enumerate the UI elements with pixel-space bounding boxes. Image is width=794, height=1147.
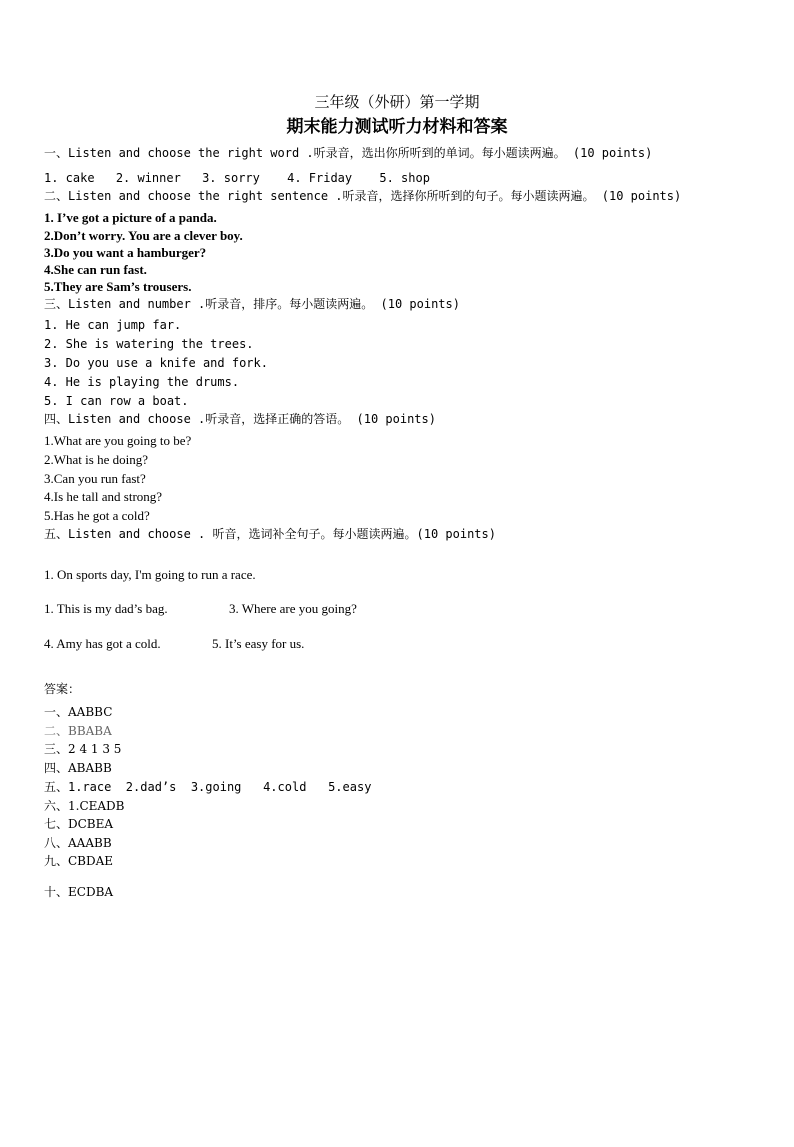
part3-sentence: 2. She is watering the trees. (44, 337, 254, 351)
document-title-grade: 三年级（外研）第一学期 (314, 93, 480, 111)
part4-question: 5.Has he got a cold? (44, 508, 150, 523)
part1-word: 2. winner (115, 171, 181, 185)
part5-sentence-row (44, 602, 357, 615)
document-title-main: 期末能力测试听力材料和答案 (286, 117, 508, 137)
part3-sentence: 5. I can row a boat. (44, 394, 189, 408)
part2-heading: 二、Listen and choose the right sentence .听录音，选择你所听到的句子。每小题读两遍。 (10 points) (44, 189, 682, 203)
answer-row: 一、AABBC (44, 705, 113, 719)
part2-sentence: 3.Do you want a hamburger? (44, 245, 207, 260)
part4-question: 4.Is he tall and strong? (44, 489, 163, 504)
answer-row: 三、2 4 1 3 5 (44, 742, 122, 756)
part5-sentence: 3. Where are you going? (229, 601, 357, 616)
part4-question: 1.What are you going to be? (44, 433, 192, 448)
part3-heading: 三、Listen and number .听录音，排序。每小题读两遍。 (10 points) (44, 297, 460, 311)
answers-label: 答案： (44, 682, 81, 696)
part5-sentence: 1. This is my dad’s bag. (44, 601, 168, 616)
answer-row: 十、ECDBA (44, 885, 114, 899)
part5-sentence-row (44, 637, 304, 650)
part4-question: 2.What is he doing? (44, 452, 148, 467)
part2-sentence: 5.They are Sam’s trousers. (44, 279, 192, 294)
part1-word-list (44, 172, 430, 184)
part5-heading: 五、Listen and choose . 听音，选词补全句子。每小题读两遍。(10 points) (44, 527, 496, 541)
answer-row: 七、DCBEA (44, 817, 114, 831)
part2-sentence: 4.She can run fast. (44, 262, 147, 277)
part1-word: 3. sorry (202, 171, 260, 185)
part2-sentence: 1. I’ve got a picture of a panda. (44, 210, 217, 225)
part4-question: 3.Can you run fast? (44, 471, 146, 486)
part1-word: 5. shop (379, 171, 430, 185)
answer-row: 九、CBDAE (44, 854, 114, 868)
part3-sentence: 4. He is playing the drums. (44, 375, 240, 389)
answer-row: 五、1.race 2.dad’s 3.going 4.cold 5.easy (44, 780, 372, 794)
answer-row: 二、BBABA (44, 724, 112, 738)
part5-sentence: 5. It’s easy for us. (212, 636, 305, 651)
answer-row: 六、1.CEADB (44, 799, 125, 813)
part5-sentence: 4. Amy has got a cold. (44, 636, 161, 651)
part4-heading: 四、Listen and choose .听录音，选择正确的答语。 (10 points) (44, 412, 436, 426)
part5-sentence: 1. On sports day, I'm going to run a race. (44, 567, 256, 582)
part1-word: 4. Friday (287, 171, 353, 185)
answer-row: 四、ABABB (44, 761, 112, 775)
part3-sentence: 1. He can jump far. (44, 318, 182, 332)
part3-sentence: 3. Do you use a knife and fork. (44, 356, 268, 370)
part2-sentence: 2.Don’t worry. You are a clever boy. (44, 228, 243, 243)
part1-heading: 一、Listen and choose the right word .听录音，选出你所听到的单词。每小题读两遍。 (10 points) (44, 146, 653, 160)
part1-word: 1. cake (44, 171, 95, 185)
answer-row: 八、AAABB (44, 836, 112, 850)
